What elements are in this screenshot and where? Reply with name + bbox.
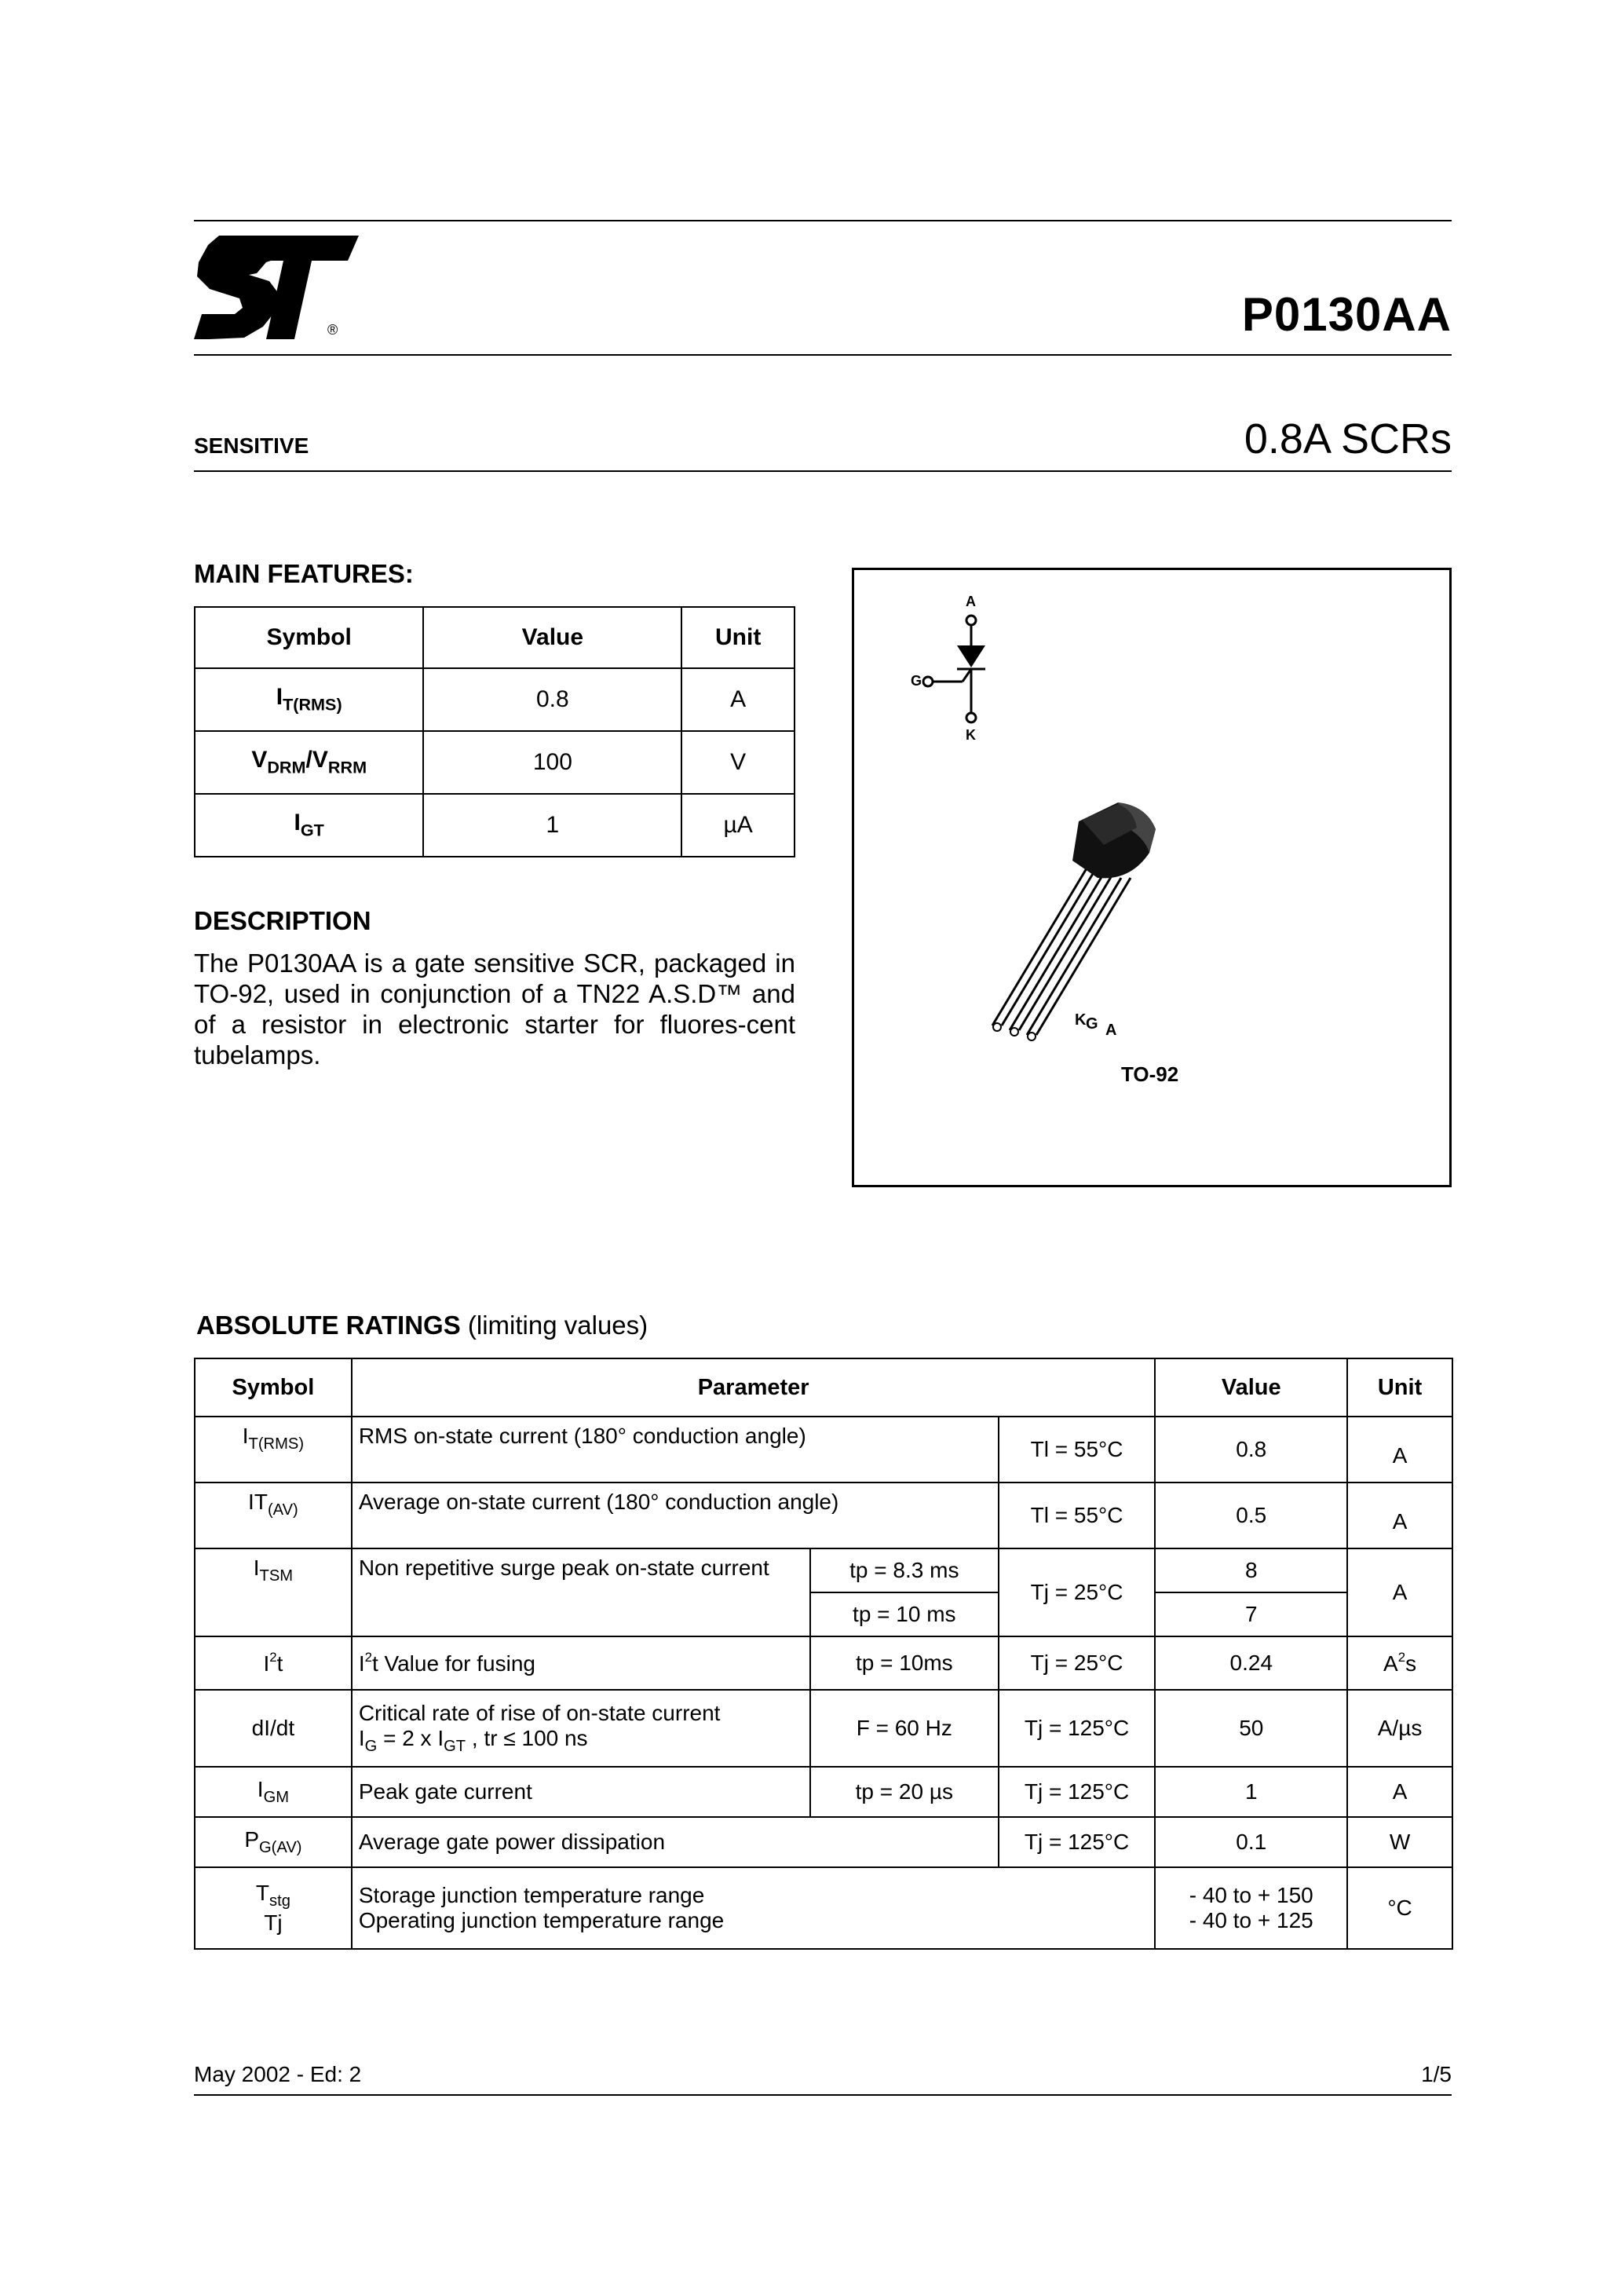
condition-cell: Tl = 55°C [999,1417,1156,1483]
symbol-cell: $T_{stg}$ Tj [195,1867,352,1949]
symbol-cell: $I_{GT}$ [195,794,423,857]
value-cell: 0.5 [1155,1483,1347,1548]
value-cell: 7 [1155,1592,1347,1636]
registered-mark: ® [327,322,338,338]
value-cell: - 40 to + 150 - 40 to + 125 [1155,1867,1347,1949]
anode-label: A [966,594,976,609]
header-rule [194,354,1452,356]
parameter-cell: $I^2t$ Value for fusing [352,1636,810,1690]
pin-k-label: K [1075,1011,1087,1029]
pulse-cell: tp = 10 ms [810,1592,999,1636]
unit-cell: µA [681,794,795,857]
symbol-cell: $I_{TSM}$ [195,1548,352,1636]
symbol-cell: $IT_{(AV)}$ [195,1483,352,1548]
parameter-cell: Critical rate of rise of on-state current $I_G = 2$ x $I_{GT}$ , tr ≤ 100 ns [352,1690,810,1767]
main-features-table [194,606,795,857]
table-header-row [195,1358,1452,1417]
pulse-cell: tp = 8.3 ms [810,1548,999,1592]
value-cell: 0.8 [423,668,681,731]
symbol-cell: $I_{T(RMS)}$ [195,1417,352,1483]
product-title: 0.8A SCRs [1244,415,1452,462]
unit-cell: °C [1347,1867,1452,1949]
scr-symbol-diagram [854,570,1449,1185]
unit-cell: A/µs [1347,1690,1452,1767]
package-diagram-box [852,568,1452,1187]
category-label: SENSITIVE [194,433,309,458]
parameter-cell: Peak gate current [352,1767,810,1817]
table-row [195,1548,1452,1592]
symbol-cell: $I_{T(RMS)}$ [195,668,423,731]
column-header: Unit [681,607,795,668]
table-header-row [195,607,795,668]
part-number-title: P0130AA [1241,288,1452,341]
frequency-cell: F = 60 Hz [810,1690,999,1767]
column-header: Unit [1347,1358,1452,1417]
symbol-cell: $P_{G(AV)}$ [195,1817,352,1867]
unit-cell: A [681,668,795,731]
column-header: Symbol [195,1358,352,1417]
parameter-cell: Non repetitive surge peak on-state current [352,1548,810,1636]
parameter-cell: Average on-state current (180° conduction angle) [352,1483,999,1548]
edition-label: May 2002 - Ed: 2 [194,2062,362,2086]
value-cell: 0.1 [1155,1817,1347,1867]
condition-cell: Tj = 25°C [999,1636,1156,1690]
description-text: The P0130AA is a gate sensitive SCR, packaged in TO-92, used in conjunction of a TN22 A.S.D™ and of a resistor in electronic starter for fluores-cent tubelamps. [194,949,795,1069]
pin-g-label: G [1086,1015,1098,1033]
unit-cell: V [681,731,795,794]
condition-cell: Tj = 125°C [999,1817,1156,1867]
value-cell: 8 [1155,1548,1347,1592]
table-row [195,668,795,731]
table-row [195,1636,1452,1690]
column-header: Value [423,607,681,668]
condition-cell: Tj = 125°C [999,1767,1156,1817]
symbol-cell: $I^2t$ [195,1636,352,1690]
st-logo [194,234,359,344]
table-row [195,1690,1452,1767]
table-row [195,1417,1452,1483]
cathode-label: K [966,727,976,743]
package-name: TO-92 [1121,1062,1179,1086]
value-cell: 1 [1155,1767,1347,1817]
symbol-cell: $I_{GM}$ [195,1767,352,1817]
condition-cell: Tl = 55°C [999,1483,1156,1548]
value-cell: 1 [423,794,681,857]
unit-cell: A [1347,1417,1452,1483]
main-features-heading: MAIN FEATURES: [194,559,414,588]
pulse-cell: tp = 20 µs [810,1767,999,1817]
symbol-cell: $V_{DRM}/V_{RRM}$ [195,731,423,794]
value-cell: 50 [1155,1690,1347,1767]
table-row [195,1817,1452,1867]
table-row [195,794,795,857]
unit-cell: A [1347,1483,1452,1548]
value-cell: 100 [423,731,681,794]
condition-cell: Tj = 25°C [999,1548,1156,1636]
top-rule [194,220,1452,221]
table-row [195,1767,1452,1817]
pin-a-label: A [1105,1022,1117,1039]
scr-symbol-icon [923,616,985,722]
column-header: Parameter [352,1358,1156,1417]
unit-cell: A [1347,1767,1452,1817]
parameter-cell: Average gate power dissipation [352,1817,999,1867]
value-cell: 0.8 [1155,1417,1347,1483]
condition-cell: Tj = 125°C [999,1690,1156,1767]
to92-package-icon [992,803,1156,1040]
table-row [195,731,795,794]
parameter-cell: Storage junction temperature range Operating junction temperature range [352,1867,1156,1949]
table-row [195,1867,1452,1949]
column-header: Value [1155,1358,1347,1417]
absolute-ratings-heading: ABSOLUTE RATINGS (limiting values) [196,1311,648,1340]
value-cell: 0.24 [1155,1636,1347,1690]
subheader-rule [194,470,1452,472]
table-row [195,1483,1452,1548]
absolute-ratings-table [194,1358,1453,1950]
description-heading: DESCRIPTION [194,906,371,935]
unit-cell: A [1347,1548,1452,1636]
page-number: 1/5 [1421,2062,1452,2086]
unit-cell: $A^2s$ [1347,1636,1452,1690]
pulse-cell: tp = 10ms [810,1636,999,1690]
gate-label: G [911,673,922,689]
parameter-cell: RMS on-state current (180° conduction angle) [352,1417,999,1483]
footer-rule [194,2094,1452,2096]
symbol-cell: dI/dt [195,1690,352,1767]
unit-cell: W [1347,1817,1452,1867]
column-header: Symbol [195,607,423,668]
